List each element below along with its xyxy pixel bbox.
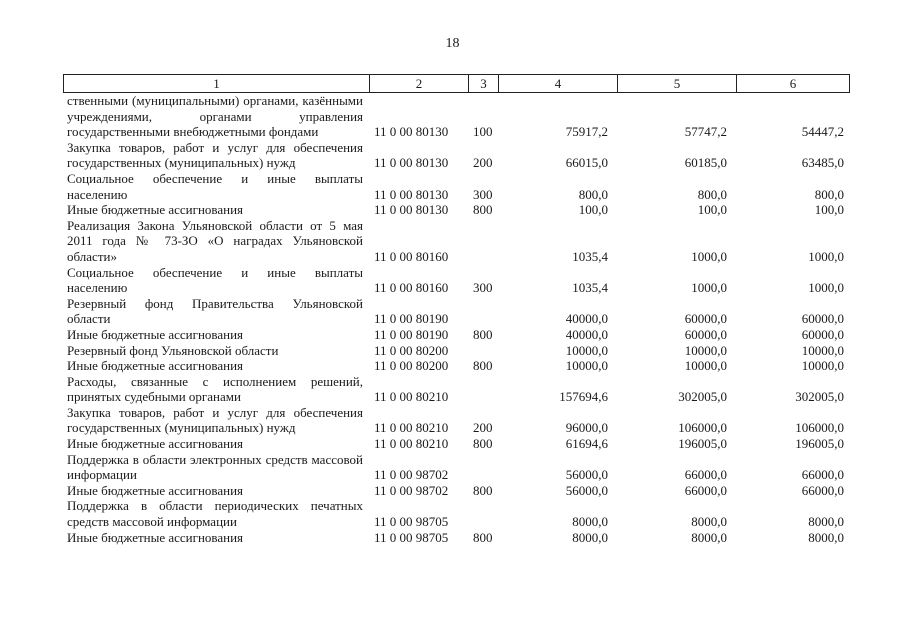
- amount-col6-cell: 60000,0: [801, 326, 844, 342]
- table-row: [0, 202, 905, 218]
- table-row: [0, 358, 905, 374]
- amount-col6-cell: 100,0: [814, 202, 844, 218]
- target-article-code-cell: 11 0 00 98705: [374, 514, 449, 530]
- target-article-code-cell: 11 0 00 80210: [374, 389, 449, 405]
- expense-type-cell: 300: [473, 186, 493, 202]
- amount-col5-cell: 60000,0: [684, 311, 727, 327]
- budget-table-body: [0, 93, 905, 545]
- target-article-code-cell: 11 0 00 80190: [374, 311, 449, 327]
- target-article-code-cell: 11 0 00 80130: [374, 155, 449, 171]
- amount-col4-cell: 1035,4: [572, 280, 608, 296]
- amount-col5-cell: 196005,0: [678, 436, 727, 452]
- table-row: [0, 296, 905, 327]
- amount-col4-cell: 56000,0: [565, 467, 608, 483]
- row-name-cell: Социальное обеспечение и иные выплаты населению: [67, 264, 363, 296]
- amount-col4-cell: 56000,0: [565, 482, 608, 498]
- target-article-code-cell: 11 0 00 80130: [374, 124, 449, 140]
- column-header-5: 5: [618, 75, 737, 93]
- column-header-2: 2: [370, 75, 469, 93]
- column-header-1: 1: [64, 75, 370, 93]
- amount-col4-cell: 8000,0: [572, 529, 608, 545]
- table-row: [0, 218, 905, 265]
- table-row: [0, 171, 905, 202]
- target-article-code-cell: 11 0 00 80210: [374, 420, 449, 436]
- expense-type-cell: 800: [473, 436, 493, 452]
- target-article-code-cell: 11 0 00 98705: [374, 529, 449, 545]
- amount-col6-cell: 10000,0: [801, 342, 844, 358]
- amount-col4-cell: 157694,6: [559, 389, 608, 405]
- row-name-cell: Расходы, связанные с исполнением решений, принятых судебными органами: [67, 373, 363, 405]
- expense-type-cell: 800: [473, 202, 493, 218]
- amount-col4-cell: 800,0: [578, 186, 608, 202]
- amount-col5-cell: 66000,0: [684, 482, 727, 498]
- table-row: [0, 343, 905, 359]
- amount-col5-cell: 1000,0: [691, 248, 727, 264]
- amount-col5-cell: 100,0: [697, 202, 727, 218]
- table-row: [0, 265, 905, 296]
- column-header-row: [64, 75, 850, 93]
- amount-col4-cell: 100,0: [578, 202, 608, 218]
- table-row: [0, 483, 905, 499]
- column-header-4: 4: [499, 75, 618, 93]
- target-article-code-cell: 11 0 00 80200: [374, 342, 449, 358]
- target-article-code-cell: 11 0 00 80160: [374, 248, 449, 264]
- row-name-cell: Социальное обеспечение и иные выплаты населению: [67, 170, 363, 202]
- target-article-code-cell: 11 0 00 80210: [374, 436, 449, 452]
- table-row: [0, 405, 905, 436]
- row-name-cell: Закупка товаров, работ и услуг для обеспечения государственных (муниципальных) нужд: [67, 139, 363, 171]
- column-header-3: 3: [469, 75, 499, 93]
- target-article-code-cell: 11 0 00 80160: [374, 280, 449, 296]
- row-name-cell: Резервный фонд Ульяновской области: [67, 342, 279, 358]
- table-row: [0, 374, 905, 405]
- row-name-cell: Реализация Закона Ульяновской области от 5 мая 2011 года № 73-ЗО «О наградах Ульяновской области»: [67, 217, 363, 264]
- amount-col5-cell: 1000,0: [691, 280, 727, 296]
- expense-type-cell: 300: [473, 280, 493, 296]
- table-row: [0, 498, 905, 529]
- row-name-cell: Иные бюджетные ассигнования: [67, 326, 244, 342]
- amount-col4-cell: 40000,0: [565, 311, 608, 327]
- amount-col4-cell: 75917,2: [565, 124, 608, 140]
- row-name-cell: Иные бюджетные ассигнования: [67, 436, 244, 452]
- amount-col6-cell: 63485,0: [801, 155, 844, 171]
- row-name-cell: Иные бюджетные ассигнования: [67, 202, 244, 218]
- expense-type-cell: 800: [473, 529, 493, 545]
- amount-col6-cell: 1000,0: [808, 280, 844, 296]
- amount-col6-cell: 66000,0: [801, 467, 844, 483]
- amount-col6-cell: 1000,0: [808, 248, 844, 264]
- expense-type-cell: 800: [473, 326, 493, 342]
- row-name-cell: Поддержка в области электронных средств массовой информации: [67, 451, 363, 483]
- row-name-cell: Иные бюджетные ассигнования: [67, 529, 244, 545]
- row-name-cell: Иные бюджетные ассигнования: [67, 358, 244, 374]
- row-name-cell: Иные бюджетные ассигнования: [67, 482, 244, 498]
- amount-col6-cell: 302005,0: [795, 389, 844, 405]
- table-row: [0, 436, 905, 452]
- amount-col6-cell: 10000,0: [801, 358, 844, 374]
- row-name-cell: Резервный фонд Правительства Ульяновской области: [67, 295, 363, 327]
- table-row: [0, 93, 905, 140]
- table-row: [0, 327, 905, 343]
- amount-col5-cell: 57747,2: [684, 124, 727, 140]
- amount-col4-cell: 66015,0: [565, 155, 608, 171]
- expense-type-cell: 800: [473, 482, 493, 498]
- amount-col6-cell: 66000,0: [801, 482, 844, 498]
- target-article-code-cell: 11 0 00 80200: [374, 358, 449, 374]
- amount-col5-cell: 302005,0: [678, 389, 727, 405]
- amount-col6-cell: 196005,0: [795, 436, 844, 452]
- expense-type-cell: 100: [473, 124, 493, 140]
- amount-col6-cell: 106000,0: [795, 420, 844, 436]
- amount-col4-cell: 40000,0: [565, 326, 608, 342]
- amount-col4-cell: 8000,0: [572, 514, 608, 530]
- row-name-cell: Закупка товаров, работ и услуг для обеспечения государственных (муниципальных) нужд: [67, 404, 363, 436]
- amount-col6-cell: 8000,0: [808, 529, 844, 545]
- table-row: [0, 452, 905, 483]
- amount-col4-cell: 1035,4: [572, 248, 608, 264]
- target-article-code-cell: 11 0 00 80190: [374, 326, 449, 342]
- amount-col4-cell: 61694,6: [565, 436, 608, 452]
- amount-col6-cell: 800,0: [814, 186, 844, 202]
- table-row: [0, 140, 905, 171]
- target-article-code-cell: 11 0 00 80130: [374, 186, 449, 202]
- amount-col5-cell: 8000,0: [691, 529, 727, 545]
- expense-type-cell: 200: [473, 420, 493, 436]
- amount-col6-cell: 8000,0: [808, 514, 844, 530]
- amount-col5-cell: 10000,0: [684, 342, 727, 358]
- expense-type-cell: 800: [473, 358, 493, 374]
- amount-col5-cell: 106000,0: [678, 420, 727, 436]
- amount-col5-cell: 800,0: [697, 186, 727, 202]
- amount-col5-cell: 10000,0: [684, 358, 727, 374]
- amount-col4-cell: 10000,0: [565, 358, 608, 374]
- amount-col5-cell: 60185,0: [684, 155, 727, 171]
- column-header-table: [63, 74, 850, 93]
- amount-col4-cell: 10000,0: [565, 342, 608, 358]
- target-article-code-cell: 11 0 00 98702: [374, 482, 449, 498]
- amount-col5-cell: 66000,0: [684, 467, 727, 483]
- target-article-code-cell: 11 0 00 98702: [374, 467, 449, 483]
- amount-col5-cell: 8000,0: [691, 514, 727, 530]
- page-number: 18: [445, 36, 460, 51]
- table-row: [0, 530, 905, 546]
- row-name-cell: Поддержка в области периодических печатных средств массовой информации: [67, 498, 363, 530]
- amount-col4-cell: 96000,0: [565, 420, 608, 436]
- expense-type-cell: 200: [473, 155, 493, 171]
- target-article-code-cell: 11 0 00 80130: [374, 202, 449, 218]
- amount-col6-cell: 60000,0: [801, 311, 844, 327]
- row-name-cell: ственными (муниципальными) органами, казёнными учреждениями, органами управления государственными внебюджетными фондами: [67, 93, 363, 140]
- amount-col5-cell: 60000,0: [684, 326, 727, 342]
- column-header-6: 6: [737, 75, 850, 93]
- amount-col6-cell: 54447,2: [801, 124, 844, 140]
